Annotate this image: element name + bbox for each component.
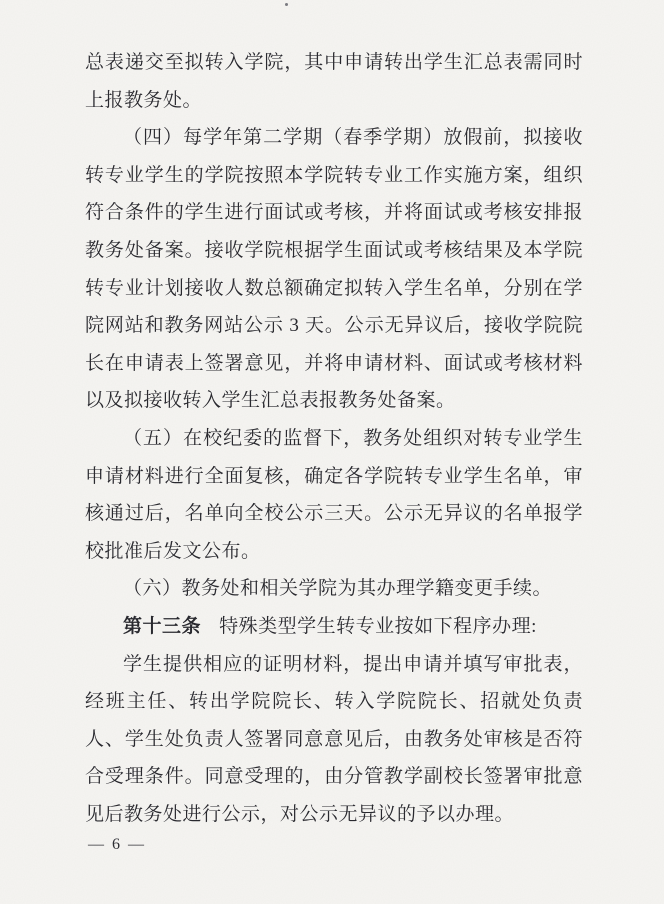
article-heading xyxy=(85,608,583,646)
scan-speck xyxy=(285,3,288,6)
paragraph-item-4: （四）每学年第二学期（春季学期）放假前，拟接收转专业学生的学院按照本学院转专业工作实施方案，组织符合条件的学生进行面试或考核，并将面试或考核安排报教务处备案。接收学院根据学生面试或考核结果及本学院转专业计划接收人数总额确定拟转入学生名单，分别在学院网站和教务网站公示 3 天。公示无异议后，接收学院院长在申请表上签署意见，并将申请材料、面试或考核材料以及拟接收转入学生汇总表报教务处备案。 xyxy=(85,127,583,412)
paragraph-article-13-body: 学生提供相应的证明材料，提出申请并填写审批表，经班主任、转出学院院长、转入学院院长、招就处负责人、学生处负责人签署同意意见后，由教务处审核是否符合受理条件。同意受理的，由分管教学副校长签署审批意见后教务处进行公示，对公示无异议的予以办理。 xyxy=(85,653,583,825)
paragraph-item-5: （五）在校纪委的监督下，教务处组织对转专业学生申请材料进行全面复核，确定各学院转专业学生名单，审核通过后，名单向全校公示三天。公示无异议的名单报学校批准后发文公布。 xyxy=(85,427,583,562)
article-number: 第十三条 xyxy=(123,615,202,637)
paragraph-item-6: （六）教务处和相关学院为其办理学籍变更手续。 xyxy=(123,578,553,600)
page-number: — 6 — xyxy=(88,836,146,853)
paragraph-continuation: 总表递交至拟转入学院，其中申请转出学生汇总表需同时上报教务处。 xyxy=(85,52,583,111)
article-title: 特殊类型学生转专业按如下程序办理: xyxy=(219,615,537,637)
document-body xyxy=(85,44,583,833)
